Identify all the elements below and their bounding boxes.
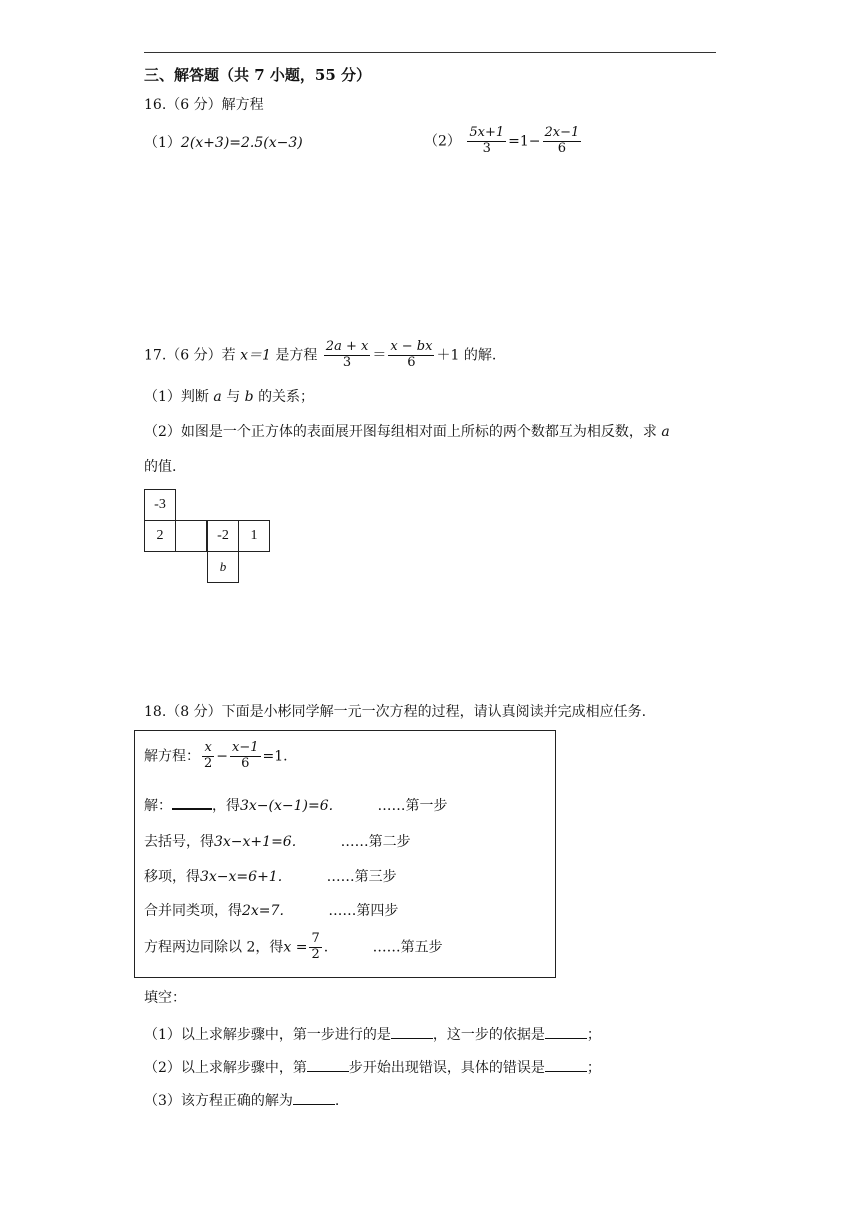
box-line-1: 解方程： $\frac{x}{2}$ − $\frac{x-1}{6}$ =1. [144,740,288,771]
box-line-2: 解： ，得3x−(x−1)=6. ……第一步 [144,798,448,814]
q18-heading: 18.（8 分）下面是小彬同学解一元一次方程的过程，请认真阅读并完成相应任务. [144,704,647,720]
net-cell-row-3: -2 [207,520,239,552]
fill-q1: （1）以上求解步骤中，第一步进行的是 ，这一步的依据是 ； [144,1027,601,1043]
q17-part1: （1）判断 a 与 b 的关系； [144,389,315,405]
box-line-3: 去括号，得3x−x+1=6. ……第二步 [144,834,411,850]
answer-blank[interactable] [172,796,212,810]
q17-part2: （2）如图是一个正方体的表面展开图每组相对面上所标的两个数都互为相反数，求 a [144,424,670,440]
net-cell-row-4: 1 [238,520,270,552]
fill-label: 填空： [144,990,186,1006]
net-cell-top: -3 [144,489,176,521]
q16-part2-label: （2） [424,133,461,150]
q16-part2 [424,126,583,157]
q16-fraction-2: $\frac{2x-1}{6}$ [544,125,580,156]
fill-q1-blank-2[interactable] [545,1026,587,1039]
fill-q3: （3）该方程正确的解为 . [144,1093,340,1109]
net-cell-row-1: 2 [144,520,176,552]
fill-q1-blank-1[interactable] [391,1026,433,1039]
q16-part1-label: （1） [144,135,181,151]
box-line-6: 方程两边同除以 2，得x = $\frac{7}{2}$ . ……第五步 [144,931,443,962]
q16-part1-equation: 2(x+3)=2.5(x−3) [180,135,303,151]
top-rule [144,52,716,53]
q17-heading: 17.（6 分）若 x＝1 是方程 $\frac{2a + x}{3}$ ＝ $\frac{x - bx}{6}$ ＋1 的解. [144,339,497,370]
fill-q2-blank-2[interactable] [545,1059,587,1072]
fill-q2: （2）以上求解步骤中，第 步开始出现错误，具体的错误是 ； [144,1060,601,1076]
net-cell-bottom: b [207,551,239,583]
q16-part1 [144,136,303,150]
q17-part2-cont: 的值. [144,459,177,475]
fill-q3-blank[interactable] [293,1092,335,1105]
q16-part2-middle: =1− [508,133,541,150]
q16-heading: 16.（6 分）解方程 [144,97,264,113]
q17-fraction-1: $\frac{2a + x}{3}$ [325,339,369,370]
q17-fraction-2: $\frac{x - bx}{6}$ [390,339,433,370]
net-cell-row-2 [175,520,207,552]
section-title: 三、解答题（共 7 小题，55 分） [144,66,371,84]
box-line-4: 移项，得3x−x=6+1. ……第三步 [144,869,397,885]
fill-q2-blank-1[interactable] [307,1059,349,1072]
box-line-5: 合并同类项，得2x=7. ……第四步 [144,903,399,919]
q16-fraction-1: $\frac{5x+1}{3}$ [469,125,505,156]
